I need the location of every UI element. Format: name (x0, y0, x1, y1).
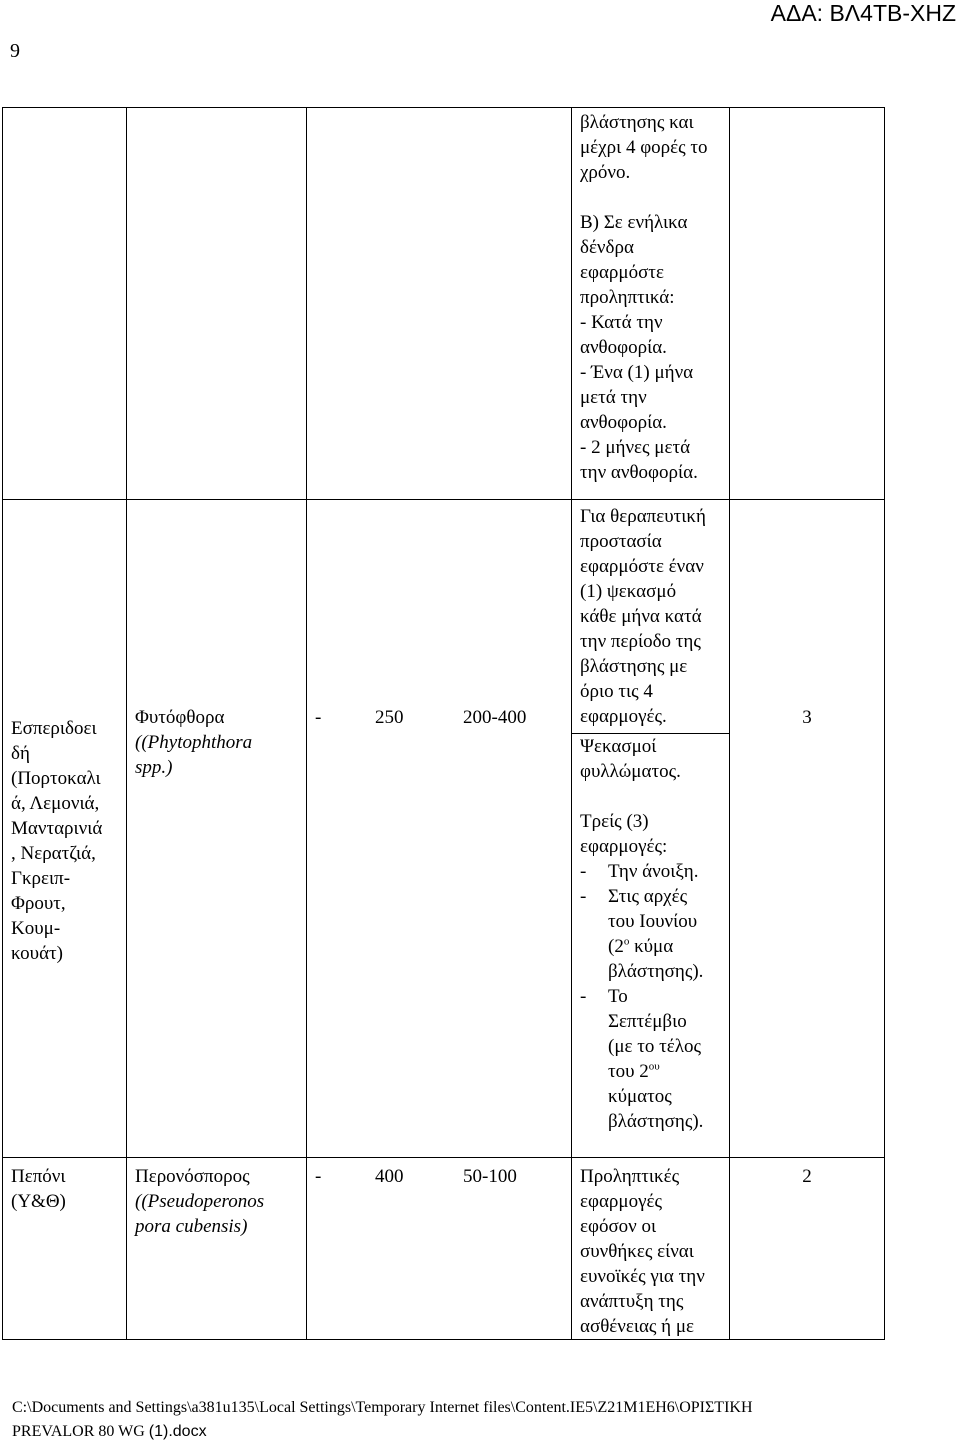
notes-line: φυλλώματος. (580, 761, 681, 782)
notes-line: μετά την (580, 387, 647, 408)
disease-latin-text: (Phytophthora (141, 732, 253, 753)
dose-cell (307, 1158, 572, 1340)
notes-line: (1) ψεκασμό (580, 581, 677, 602)
crop-name-line: (Πορτοκαλι (11, 767, 101, 789)
disease-latin: ((Phytophthora (135, 732, 253, 753)
crop-name-line: Πεπόνι (11, 1166, 66, 1187)
notes-line: εφαρμογές (580, 1191, 662, 1212)
crop-name-line: ά, Λεμονιά, (11, 792, 100, 814)
application-count: 2 (802, 1166, 812, 1187)
notes-line: Β) Σε ενήλικα (580, 212, 688, 233)
superscript: ο (623, 935, 630, 948)
application-count: 3 (802, 707, 812, 728)
page-number: 9 (10, 40, 20, 62)
notes-line: ασθένειας ή με (580, 1316, 695, 1337)
notes-line: κάθε μήνα κατά (580, 606, 702, 627)
notes-line: - Κατά την (580, 312, 663, 333)
notes-line: εφόσον οι (580, 1216, 657, 1237)
crop-cell (3, 500, 127, 1158)
disease-cell (127, 500, 307, 1158)
crop-cell (3, 1158, 127, 1340)
disease-cell (127, 1158, 307, 1340)
notes-line: την περίοδο της (580, 631, 701, 652)
schedule-line: Σεπτέμβιο (608, 1011, 687, 1032)
dose-value: 400 (375, 1166, 404, 1187)
notes-line: προληπτικά: (580, 287, 675, 308)
disease-latin: pora cubensis) (135, 1216, 248, 1237)
disease-latin-text: (Pseudoperonos (141, 1191, 265, 1212)
schedule-text: Την άνοιξη. (608, 861, 699, 882)
crop-name-line: Κουμ- (11, 917, 61, 939)
table-row (3, 500, 885, 734)
notes-line: ανθοφορία. (580, 412, 667, 433)
dash: - (580, 861, 587, 882)
schedule-text (608, 884, 703, 984)
crop-name-line: Φρουτ, (11, 892, 66, 914)
count-cell (730, 500, 885, 1158)
text: (2 (608, 936, 624, 957)
dash: - (580, 986, 587, 1007)
disease-name: Φυτόφθορα (135, 707, 225, 728)
file-path: C:\Documents and Settings\a381u135\Local Settings\Temporary Internet files\Content.IE5\Z21M1EH6\ΟΡΙΣΤΙΚΗ (12, 1399, 753, 1416)
crop-name-line: κουάτ) (11, 942, 63, 964)
dose-value: - (315, 1166, 322, 1187)
table-row (3, 108, 885, 500)
notes-line: Για θεραπευτική (580, 506, 706, 527)
pesticide-table (2, 107, 885, 1340)
schedule-line: (με το τέλος (608, 1036, 701, 1057)
dose-value: - (315, 707, 322, 728)
disease-latin: spp.) (135, 757, 173, 778)
notes-line: βλάστησης και (580, 112, 694, 133)
notes-line: εφαρμογές. (580, 706, 667, 727)
schedule-item (580, 884, 721, 984)
notes-line: ανάπτυξη της (580, 1291, 684, 1312)
file-path-footer (12, 1396, 952, 1444)
crop-cell (3, 108, 127, 500)
notes-line: εφαρμόστε έναν (580, 556, 704, 577)
schedule-line: Στις αρχές (608, 886, 688, 907)
crop-name-line: , Νερατζιά, (11, 842, 96, 864)
dose-cell (307, 108, 572, 500)
notes-line: Ψεκασμοί (580, 736, 657, 757)
disease-cell (127, 108, 307, 500)
notes-line: ευνοϊκές για την (580, 1266, 705, 1287)
count-cell (730, 108, 885, 500)
crop-name-line: δή (11, 742, 30, 764)
dose-cell (307, 500, 572, 1158)
notes-line: συνθήκες είναι (580, 1241, 694, 1262)
dash: - (580, 886, 587, 907)
notes-line: βλάστησης με (580, 656, 688, 677)
schedule-line (608, 1059, 703, 1084)
dose-value: 200-400 (463, 707, 527, 728)
notes-line: εφαρμόστε (580, 262, 664, 283)
notes-line: προστασία (580, 531, 662, 552)
notes-line: μέχρι 4 φορές το (580, 137, 708, 158)
notes-line: δένδρα (580, 237, 634, 258)
table-row (3, 1158, 885, 1340)
crop-name-line: Μανταρινιά (11, 817, 103, 839)
notes-line: Προληπτικές (580, 1166, 680, 1187)
notes-line: Τρείς (3) (580, 811, 649, 832)
disease-name: Περονόσπορος (135, 1166, 250, 1187)
notes-line: ανθοφορία. (580, 337, 667, 358)
schedule-line (608, 934, 703, 959)
notes-line: - Ένα (1) μήνα (580, 362, 694, 383)
text: του 2 (608, 1061, 649, 1082)
schedule-item (580, 984, 721, 1134)
schedule-line: κύματος (608, 1086, 672, 1107)
notes-cell (572, 500, 730, 734)
crop-name-line: Εσπεριδοει (11, 717, 97, 739)
notes-cell (572, 1158, 730, 1340)
crop-name-line: Γκρειπ- (11, 867, 71, 889)
notes-line: όριο τις 4 (580, 681, 653, 702)
dose-value: 250 (375, 707, 404, 728)
notes-cell (572, 734, 730, 1158)
notes-line: χρόνο. (580, 162, 631, 183)
notes-line: - 2 μήνες μετά (580, 437, 691, 458)
text: PREVALOR 80 WG (12, 1423, 149, 1440)
schedule-item (580, 859, 721, 884)
notes-line: την ανθοφορία. (580, 462, 698, 483)
notes-line: εφαρμογές: (580, 836, 668, 857)
superscript: ου (648, 1060, 660, 1073)
schedule-text (608, 984, 703, 1134)
file-name (12, 1423, 207, 1440)
document-id-header: ΑΔΑ: ΒΛ4ΤΒ-ΧΗΖ (770, 0, 956, 26)
schedule-line: βλάστησης). (608, 961, 704, 982)
schedule-line: του Ιουνίου (608, 911, 698, 932)
crop-name-line: (Υ&Θ) (11, 1191, 66, 1212)
count-cell (730, 1158, 885, 1340)
dose-value: 50-100 (463, 1166, 517, 1187)
notes-cell (572, 108, 730, 500)
schedule-line: βλάστησης). (608, 1111, 704, 1132)
disease-latin: ((Pseudoperonos (135, 1191, 265, 1212)
schedule-line: Το (608, 986, 628, 1007)
text: (1).docx (148, 1423, 207, 1440)
text: κύμα (629, 936, 674, 957)
